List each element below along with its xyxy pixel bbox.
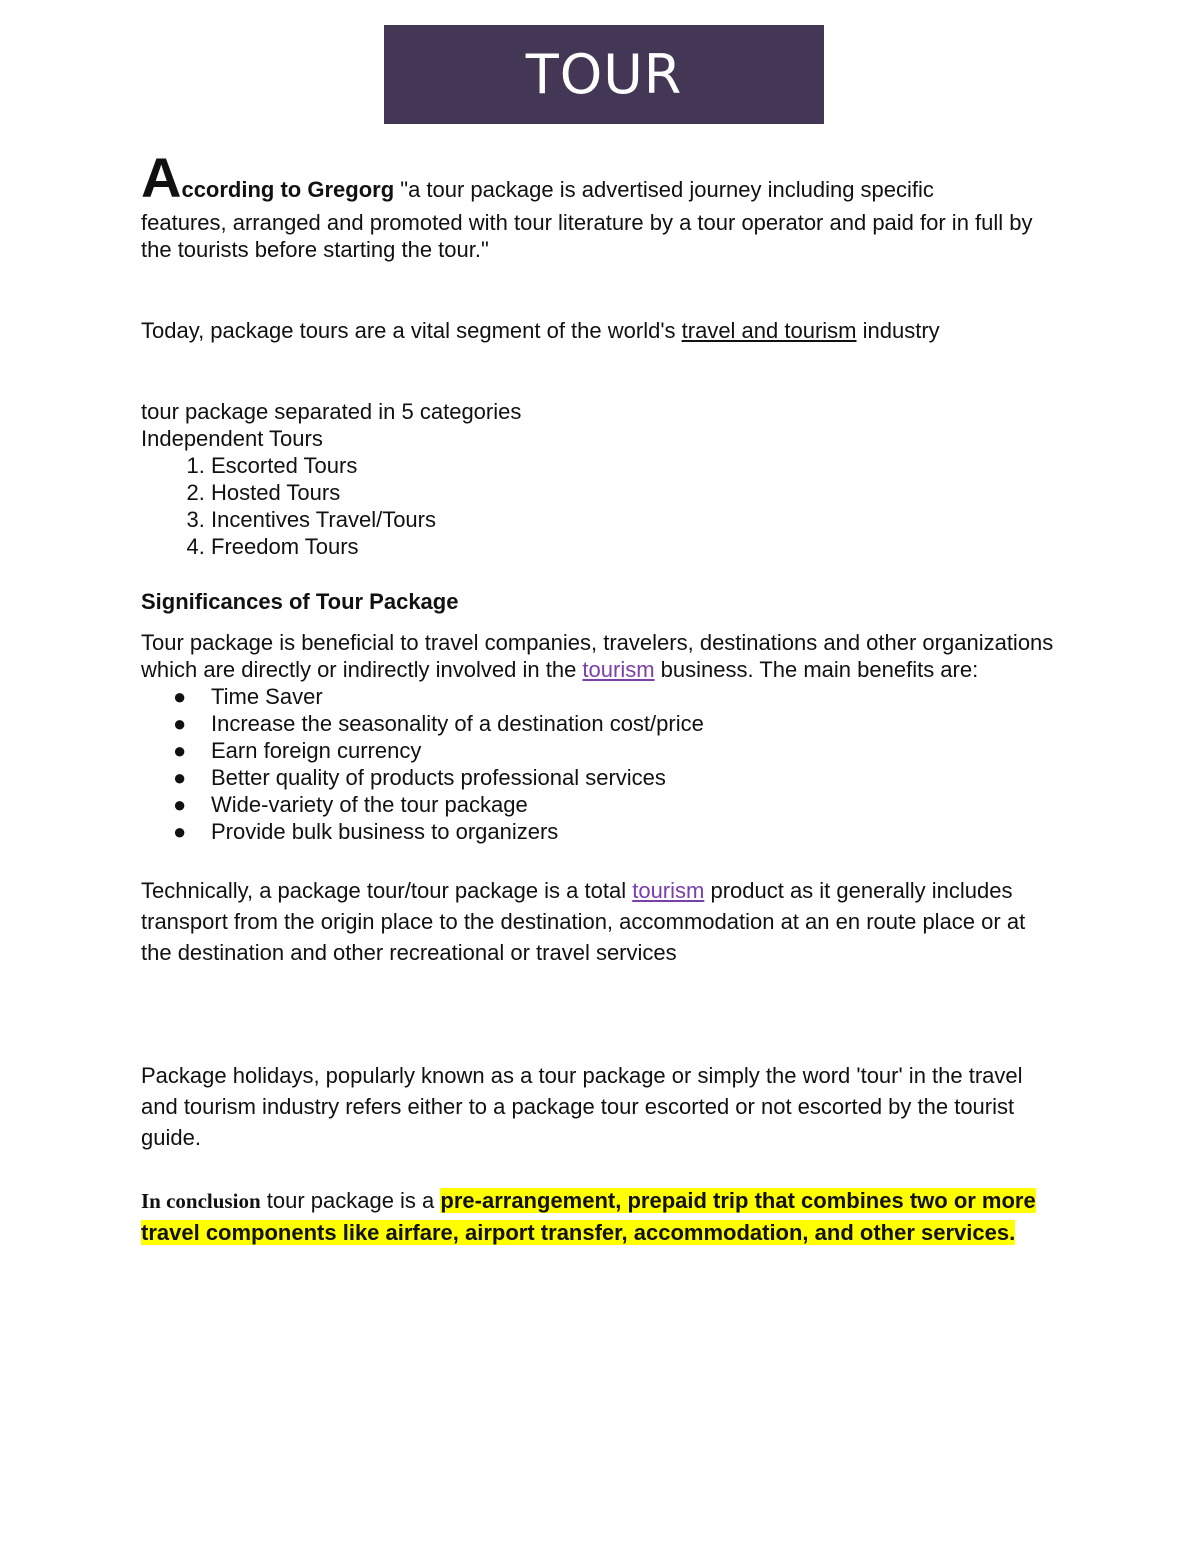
categories-intro: tour package separated in 5 categories: [141, 399, 522, 424]
list-item: ● Earn foreign currency: [173, 738, 422, 763]
conclusion-lead: In conclusion: [141, 1189, 261, 1213]
package-holidays-paragraph: Package holidays, popularly known as a tour package or simply the word 'tour' in the travel and tourism industry refers either to a package tour escorted or not escorted by the tourist guide.: [141, 1063, 1023, 1150]
list-item: 2. Hosted Tours: [211, 479, 1061, 506]
tourism-link-2[interactable]: tourism: [632, 878, 705, 903]
technical-paragraph: Technically, a package tour/tour package is a total tourism product as it generally includes transport from the origin place to the destination, accommodation at an en route place or at the destination and other recreational or travel services: [141, 878, 1026, 965]
intro-author: ccording to Gregorg: [181, 177, 395, 202]
list-item: 4. Freedom Tours: [211, 533, 1061, 560]
bullet-icon: ●: [173, 792, 187, 817]
significance-paragraph: Tour package is beneficial to travel companies, travelers, destinations and other organizations which are directly or indirectly involved in the tourism business. The main benefits are:: [141, 630, 1054, 682]
list-item: ● Wide-variety of the tour package: [173, 792, 528, 817]
categories-list: [141, 452, 1061, 560]
title-banner: [384, 25, 824, 124]
bullet-icon: ●: [173, 684, 187, 709]
list-item: ● Provide bulk business to organizers: [173, 819, 559, 844]
list-item: ● Time Saver: [173, 684, 323, 709]
bullet-icon: ●: [173, 765, 187, 790]
tourism-link[interactable]: tourism: [582, 657, 655, 682]
list-item: 1. Escorted Tours: [211, 452, 1061, 479]
intro-quote-rest: features, arranged and promoted with tour literature by a tour operator and paid for in full by the tourists before starting the tour.": [141, 210, 1033, 262]
list-item: 3. Incentives Travel/Tours: [211, 506, 1061, 533]
page-title: TOUR: [525, 43, 683, 106]
document-body: [141, 146, 1061, 1249]
travel-tourism-link[interactable]: travel and tourism: [681, 318, 857, 343]
bullet-icon: ●: [173, 711, 187, 736]
list-item: ● Increase the seasonality of a destination cost/price: [173, 711, 704, 736]
conclusion-highlight: pre-arrangement, prepaid trip that combines two or more travel components like airfare, airport transfer, accommodation, and other services.: [141, 1188, 1036, 1245]
bullet-icon: ●: [173, 738, 187, 763]
bullet-icon: ●: [173, 819, 187, 844]
drop-cap: A: [141, 146, 182, 209]
list-item: ● Better quality of products professional services: [173, 765, 666, 790]
categories-first: Independent Tours: [141, 426, 323, 451]
significance-heading: Significances of Tour Package: [141, 589, 459, 614]
intro-paragraph: [141, 146, 1061, 263]
conclusion-paragraph: In conclusion tour package is a pre-arrangement, prepaid trip that combines two or more travel components like airfare, airport transfer, accommodation, and other services.: [141, 1188, 1036, 1245]
today-paragraph: Today, package tours are a vital segment of the world's travel and tourism industry: [141, 318, 940, 343]
intro-quote-start: "a tour package is advertised journey including specific: [394, 177, 934, 202]
benefits-list: [141, 683, 1061, 845]
